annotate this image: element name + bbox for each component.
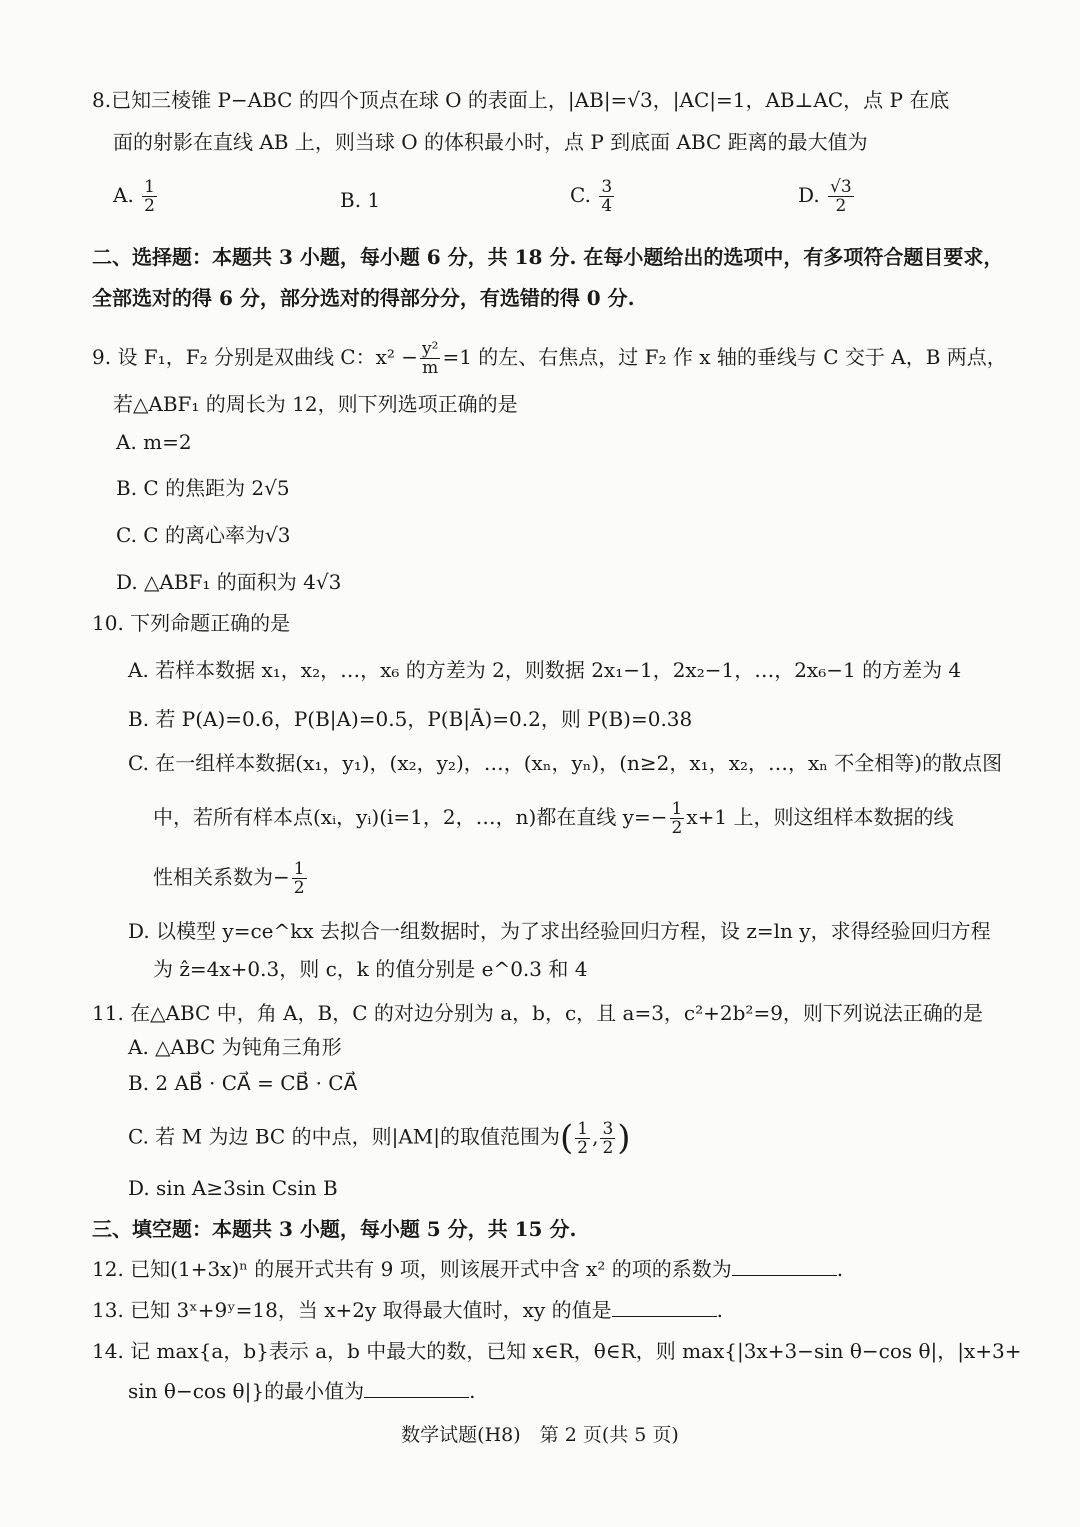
q10-option-c-line3 [153,860,309,897]
q8-line1: 8.已知三棱锥 P−ABC 的四个顶点在球 O 的表面上，|AB|=√3，|AC|=1，AB⊥AC，点 P 在底 [92,88,950,112]
q9-line1-b: =1 的左、右焦点，过 F₂ 作 x 轴的垂线与 C 交于 A，B 两点， [442,345,1007,369]
q8-option-c-fraction [599,178,614,215]
q8-option-d-num: √3 [830,177,852,197]
q14-line2 [128,1377,475,1405]
q10-stem: 10. 下列命题正确的是 [92,611,291,635]
q14-line2-text: sin θ−cos θ|}的最小值为 [128,1379,365,1403]
q13 [92,1296,723,1324]
q11-stem: 11. 在△ABC 中，角 A，B，C 的对边分别为 a，b，c，且 a=3，c²+2b²=9，则下列说法正确的是 [92,1001,983,1025]
q8-option-c-den: 4 [601,196,613,216]
q8-option-a-label: A. [113,183,134,207]
page-footer: 数学试题(H8) 第 2 页(共 5 页) [401,1424,679,1446]
q11-fraction-1 [575,1120,590,1157]
q12-end: . [836,1257,844,1281]
q11-open-paren: ( [559,1118,574,1158]
q10-option-c-den2: 2 [293,878,305,898]
q10-option-c-fraction2 [292,860,307,897]
q8-option-a-fraction [142,178,157,215]
q9-option-c: C. C 的离心率为√3 [116,523,291,547]
q8-option-c-label: C. [570,183,591,207]
q8-option-c [570,178,616,215]
q9-option-a: A. m=2 [116,430,192,454]
q13-end: . [716,1298,723,1322]
q9-fraction [420,340,440,377]
q8-option-d-fraction [828,178,854,215]
q12-text: 12. 已知(1+3x)ⁿ 的展开式共有 9 项，则该展开式中含 x² 的项的系数为 [92,1257,732,1281]
q10-option-d-line2: 为 ẑ=4x+0.3，则 c，k 的值分别是 e^0.3 和 4 [153,957,588,981]
section2-line2: 全部选对的得 6 分，部分选对的得部分分，有选错的得 0 分. [92,286,635,310]
q14-line1: 14. 记 max{a，b}表示 a，b 中最大的数，已知 x∈R，θ∈R，则 max{|3x+3−sin θ−cos θ|，|x+3+ [92,1339,1022,1363]
q8-option-b: B. 1 [340,188,381,212]
q9-option-b: B. C 的焦距为 2√5 [116,476,290,500]
q11-fraction-1-den: 2 [577,1137,589,1158]
q11-fraction-2-num: 3 [602,1118,614,1139]
q10-option-c-fraction [670,800,685,837]
q9-line2: 若△ABF₁ 的周长为 12，则下列选项正确的是 [113,392,518,416]
q10-option-b: B. 若 P(A)=0.6，P(B|A)=0.5，P(B|Ā)=0.2，则 P(B)=0.38 [128,707,693,731]
q12 [92,1255,843,1283]
q11-close-paren: ) [617,1118,631,1158]
q11-option-b: B. 2 AB⃗ · CA⃗ = CB⃗ · CA⃗ [128,1071,358,1095]
q10-option-c-line1: C. 在一组样本数据(x₁，y₁)，(x₂，y₂)，…，(xₙ，yₙ)，(n≥2，x₁，x₂，…，xₙ 不全相等)的散点图 [128,751,1003,775]
q11-option-a: A. △ABC 为钝角三角形 [128,1035,342,1059]
q10-option-a: A. 若样本数据 x₁，x₂，…，x₆ 的方差为 2，则数据 2x₁−1，2x₂−1，…，2x₆−1 的方差为 4 [128,658,962,682]
q10-option-c-den: 2 [671,818,683,838]
q10-option-c-line2-a: 中，若所有样本点(xᵢ，yᵢ)(i=1，2，…，n)都在直线 y=− [153,805,668,829]
q8-option-d-den: 2 [835,196,847,216]
q12-answer-blank[interactable] [732,1257,837,1276]
q13-answer-blank[interactable] [612,1298,717,1317]
q11-fraction-2-den: 2 [602,1137,614,1158]
q8-option-c-num: 3 [601,177,613,197]
q8-option-a [113,178,159,215]
q9-line1-a: 9. 设 F₁，F₂ 分别是双曲线 C：x² − [92,345,419,369]
q10-option-c-num: 1 [671,799,683,819]
q8-line2: 面的射影在直线 AB 上，则当球 O 的体积最小时，点 P 到底面 ABC 距离的最大值为 [113,130,868,154]
q13-text: 13. 已知 3ˣ+9ʸ=18，当 x+2y 取得最大值时，xy 的值是 [92,1298,612,1322]
q11-option-d: D. sin A≥3sin Csin B [128,1176,338,1200]
q10-option-c-num2: 1 [293,859,305,879]
q9-fraction-num: y² [422,339,439,359]
q11-fraction-2 [600,1120,615,1157]
q8-option-d [798,178,856,215]
q10-option-c-line3-a: 性相关系数为− [153,865,290,889]
section3-heading: 三、填空题：本题共 3 小题，每小题 5 分，共 15 分. [92,1217,577,1241]
q10-option-c-line2 [153,800,953,837]
q11-fraction-1-num: 1 [577,1118,589,1139]
q9-fraction-den: m [422,358,439,378]
section2-line1: 二、选择题：本题共 3 小题，每小题 6 分，共 18 分. 在每小题给出的选项中，有多项符合题目要求， [92,245,1004,269]
q8-option-a-den: 2 [144,196,155,216]
q8-option-d-label: D. [798,183,820,207]
q8-option-a-num: 1 [144,177,155,197]
q10-option-c-line2-b: x+1 上，则这组样本数据的线 [686,805,954,829]
q9-option-d: D. △ABF₁ 的面积为 4√3 [116,570,342,594]
q9-line1 [92,340,1007,377]
q14-end: . [469,1379,476,1403]
q10-option-d-line1: D. 以模型 y=ce^kx 去拟合一组数据时，为了求出经验回归方程，设 z=ln y，求得经验回归方程 [128,919,991,943]
q11-option-c-text: C. 若 M 为边 BC 的中点，则|AM|的取值范围为 [128,1124,560,1149]
q11-option-c: C. 若 M 为边 BC 的中点，则|AM|的取值范围为( $\frac{1}{2}$ , $\frac{3}{2}$ ) [128,1118,631,1158]
q14-answer-blank[interactable] [364,1379,469,1398]
